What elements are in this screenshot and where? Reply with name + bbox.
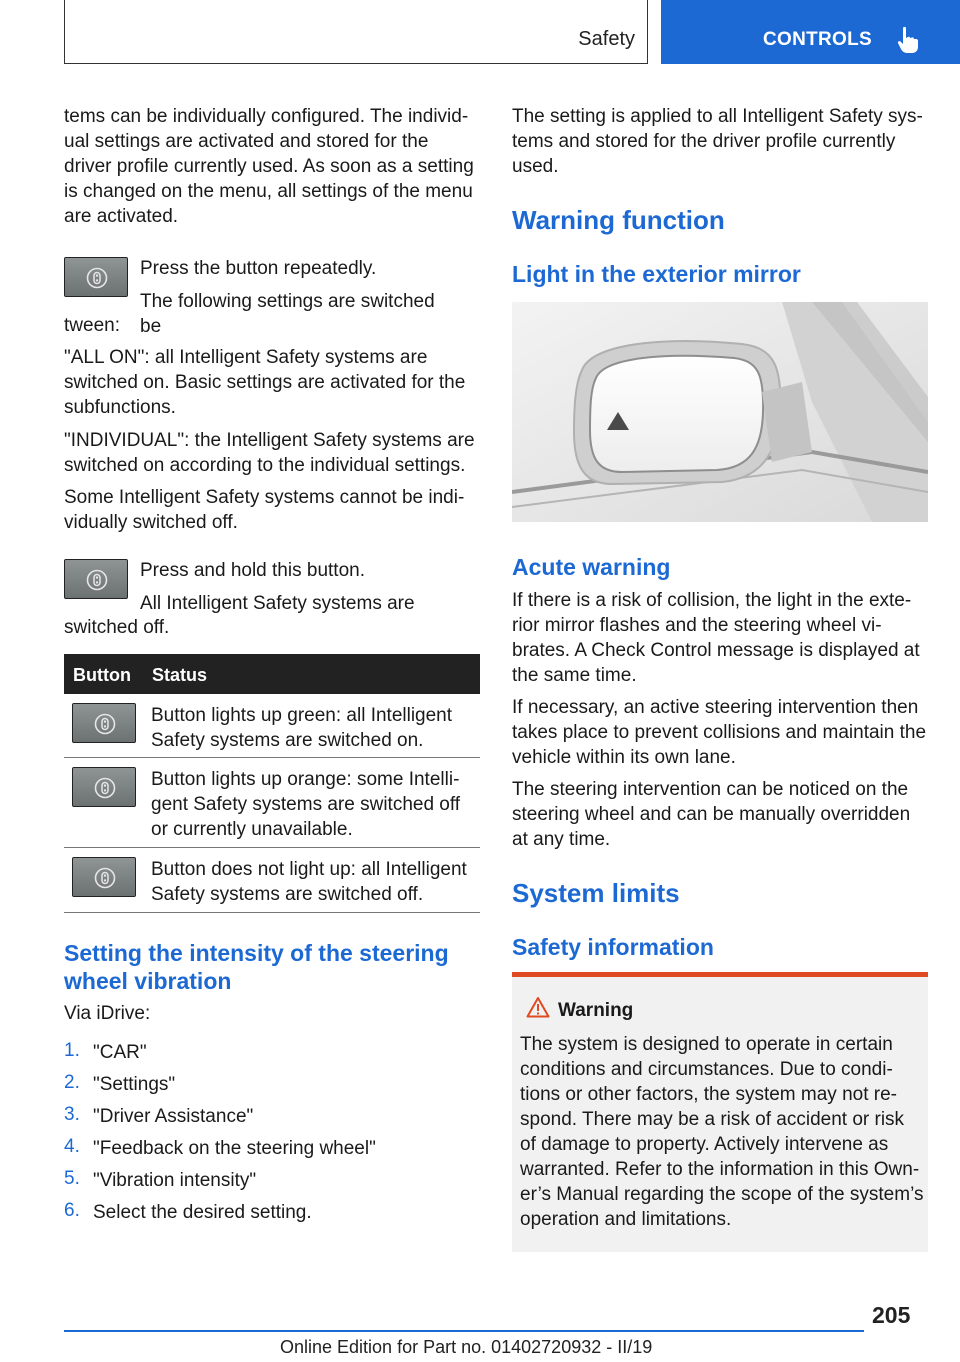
list-item-number: 3. xyxy=(64,1104,80,1125)
list-item-text: "Driver Assistance" xyxy=(93,1106,254,1127)
table-col-button: Button xyxy=(73,665,131,685)
warning-function-heading: Warning function xyxy=(512,205,725,235)
list-item-text: Select the desired setting. xyxy=(93,1202,312,1223)
table-row-button-image xyxy=(72,767,136,807)
table-row-status: Button does not light up: all Intelligent Safety systems are switched off. xyxy=(151,859,467,905)
warning-text: The system is designed to operate in certain conditions and circumstances. Due to conditions or other factors, the system may not respond. There may be a risk of accident or risk of damage to property. Actively intervene as warranted. Refer to the information in this Owner’s Manual regarding the scope of the system’s operation and limitations. xyxy=(520,1034,924,1230)
footer-edition: Online Edition for Part no. 01402720932 - II/19 xyxy=(280,1337,653,1357)
table-row-divider xyxy=(64,912,480,913)
acute-warning-paragraph: If there is a risk of collision, the light in the exterior mirror flashes and the steering wheel vibrates. A Check Control message is displayed at the same time. xyxy=(512,590,920,686)
some-cannot-paragraph: Some Intelligent Safety systems cannot be individually switched off. xyxy=(64,487,465,533)
warning-bar xyxy=(512,972,928,977)
safety-button-icon xyxy=(86,267,108,289)
header-section-box xyxy=(64,0,648,64)
applied-paragraph: The setting is applied to all Intelligent Safety systems and stored for the driver profile currently used. xyxy=(512,106,923,177)
exterior-mirror-image xyxy=(512,302,928,522)
warning-box xyxy=(512,972,928,1252)
settings-switched-text: The following settings are switched be xyxy=(140,291,435,337)
safety-button-icon xyxy=(86,569,108,591)
header-controls-tab[interactable] xyxy=(661,0,960,64)
list-item-text: "CAR" xyxy=(93,1042,147,1063)
intervention-paragraph: If necessary, an active steering intervention then takes place to prevent collisions and maintain the vehicle within its own lane. xyxy=(512,697,927,768)
table-row-button-image xyxy=(72,703,136,743)
list-item-number: 2. xyxy=(64,1072,80,1093)
table-row-button-image xyxy=(72,857,136,897)
warning-triangle-icon xyxy=(526,996,550,1018)
list-item-text: "Feedback on the steering wheel" xyxy=(93,1138,376,1159)
table-row-divider xyxy=(64,757,480,758)
all-on-paragraph: "ALL ON": all Intelligent Safety systems are switched on. Basic settings are activated for the subfunctions. xyxy=(64,347,466,418)
table-row-status: Button lights up orange: some Intelligent Safety systems are switched off or currently unavailable. xyxy=(151,769,461,840)
noticed-paragraph: The steering intervention can be noticed on the steering wheel and can be manually overridden at any time. xyxy=(512,779,911,850)
settings-switched-text-cont: tween: xyxy=(64,315,120,336)
acute-warning-heading: Acute warning xyxy=(512,554,671,580)
system-limits-heading: System limits xyxy=(512,878,680,908)
vibration-heading: Setting the intensity of the steering wheel vibration xyxy=(64,940,449,994)
list-item-number: 6. xyxy=(64,1200,80,1221)
list-item-text: "Settings" xyxy=(93,1074,176,1095)
light-mirror-heading: Light in the exterior mirror xyxy=(512,261,801,287)
safety-button-icon xyxy=(94,867,116,889)
safety-information-heading: Safety information xyxy=(512,934,714,960)
press-repeatedly-text: Press the button repeatedly. xyxy=(140,258,377,279)
table-row-divider xyxy=(64,847,480,848)
safety-button-icon xyxy=(94,777,116,799)
list-item-number: 4. xyxy=(64,1136,80,1157)
pointing-hand-icon xyxy=(897,26,919,54)
press-hold-text: Press and hold this button. xyxy=(140,560,365,581)
table-col-status: Status xyxy=(152,665,208,685)
safety-button-image xyxy=(64,559,128,599)
header-controls-label: CONTROLS xyxy=(763,29,873,50)
safety-button-image xyxy=(64,257,128,297)
header-section-title: Safety xyxy=(578,28,635,50)
all-switched-off-text: All Intelligent Safety systems are xyxy=(140,593,415,614)
all-switched-off-text-cont: switched off. xyxy=(64,617,170,638)
table-row-status: Button lights up green: all Intelligent Safety systems are switched on. xyxy=(151,705,453,751)
list-item-text: "Vibration intensity" xyxy=(93,1170,257,1191)
list-item-number: 5. xyxy=(64,1168,80,1189)
via-idrive-text: Via iDrive: xyxy=(64,1003,151,1024)
individual-paragraph: "INDIVIDUAL": the Intelligent Safety systems are switched on according to the individual settings. xyxy=(64,430,475,476)
footer-divider xyxy=(64,1330,864,1332)
safety-button-icon xyxy=(94,713,116,735)
list-item-number: 1. xyxy=(64,1040,80,1061)
exterior-mirror-illustration xyxy=(512,302,928,522)
page-number: 205 xyxy=(872,1302,911,1328)
warning-title: Warning xyxy=(558,1000,634,1021)
status-table-header xyxy=(64,654,480,694)
intro-paragraph: tems can be individually configured. The individual settings are activated and stored for the driver profile currently used. As soon as a setting is changed on the menu, all settings of the menu are activated. xyxy=(64,106,474,227)
